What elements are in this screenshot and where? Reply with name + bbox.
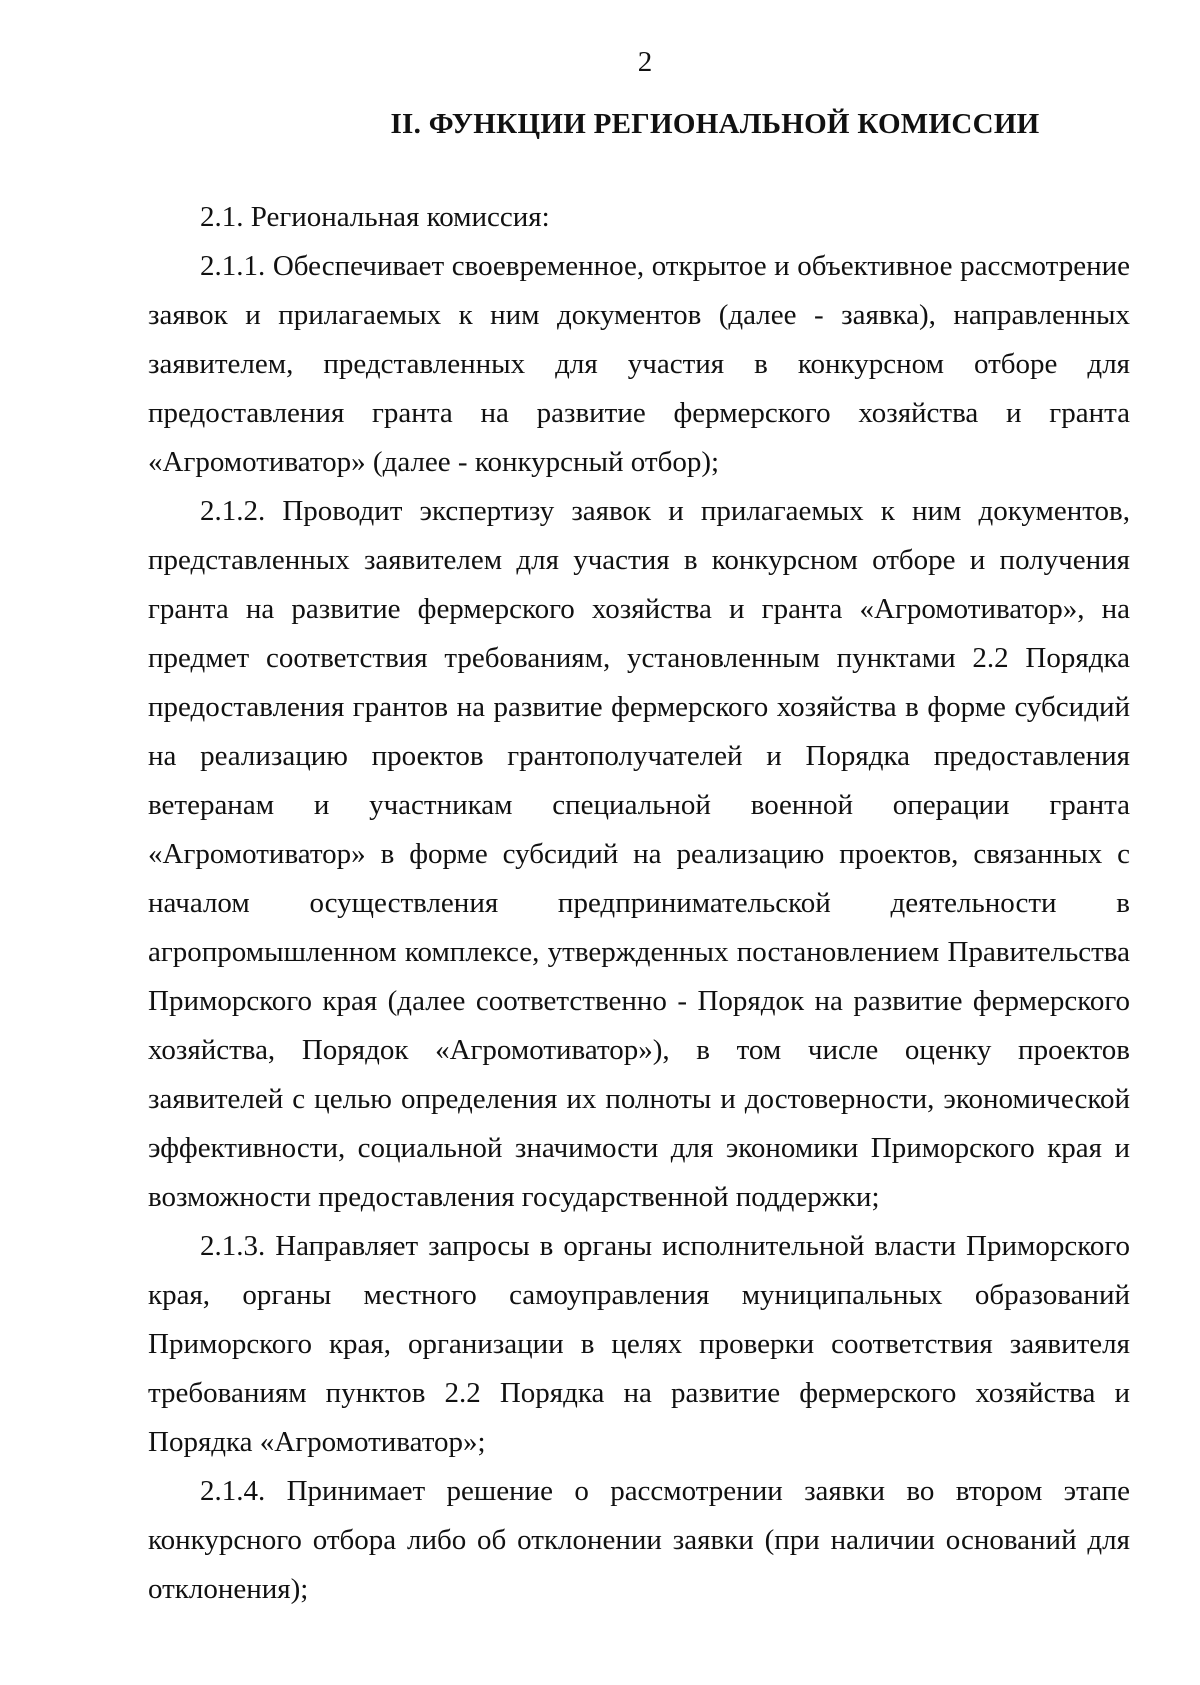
document-body	[148, 193, 1130, 1614]
page-number: 2	[637, 46, 653, 78]
paragraph-2-1-3: 2.1.3. Направляет запросы в органы исполнительной власти Приморского края, органы местного самоуправления муниципальных образований Приморского края, организации в целях проверки соответствия заявителя требованиям пунктов 2.2 Порядка на развитие фермерского хозяйства и Порядка «Агромотиватор»;	[148, 1230, 1130, 1458]
paragraph-2-1-4: 2.1.4. Принимает решение о рассмотрении заявки во втором этапе конкурсного отбора либо об отклонении заявки (при наличии оснований для отклонения);	[148, 1475, 1130, 1605]
paragraph-2-1: 2.1. Региональная комиссия:	[200, 201, 550, 233]
paragraph-2-1-2: 2.1.2. Проводит экспертизу заявок и прилагаемых к ним документов, представленных заявителем для участия в конкурсном отборе и получения гранта на развитие фермерского хозяйства и гранта «Агромотиватор», на предмет соответствия требованиям, установленным пунктами 2.2 Порядка предоставления грантов на развитие фермерского хозяйства в форме субсидий на реализацию проектов грантополучателей и Порядка предоставления ветеранам и участникам специальной военной операции гранта «Агромотиватор» в форме субсидий на реализацию проектов, связанных с началом осуществления предпринимательской деятельности в агропромышленном комплексе, утвержденных постановлением Правительства Приморского края (далее соответственно - Порядок на развитие фермерского хозяйства, Порядок «Агромотиватор»), в том числе оценку проектов заявителей с целью определения их полноты и достоверности, экономической эффективности, социальной значимости для экономики Приморского края и возможности предоставления государственной поддержки;	[148, 495, 1130, 1213]
paragraph-2-1-1: 2.1.1. Обеспечивает своевременное, открытое и объективное рассмотрение заявок и прилагаемых к ним документов (далее - заявка), направленных заявителем, представленных для участия в конкурсном отборе для предоставления гранта на развитие фермерского хозяйства и гранта «Агромотиватор» (далее - конкурсный отбор);	[148, 250, 1130, 478]
section-title: II. ФУНКЦИИ РЕГИОНАЛЬНОЙ КОМИССИИ	[390, 108, 1040, 140]
